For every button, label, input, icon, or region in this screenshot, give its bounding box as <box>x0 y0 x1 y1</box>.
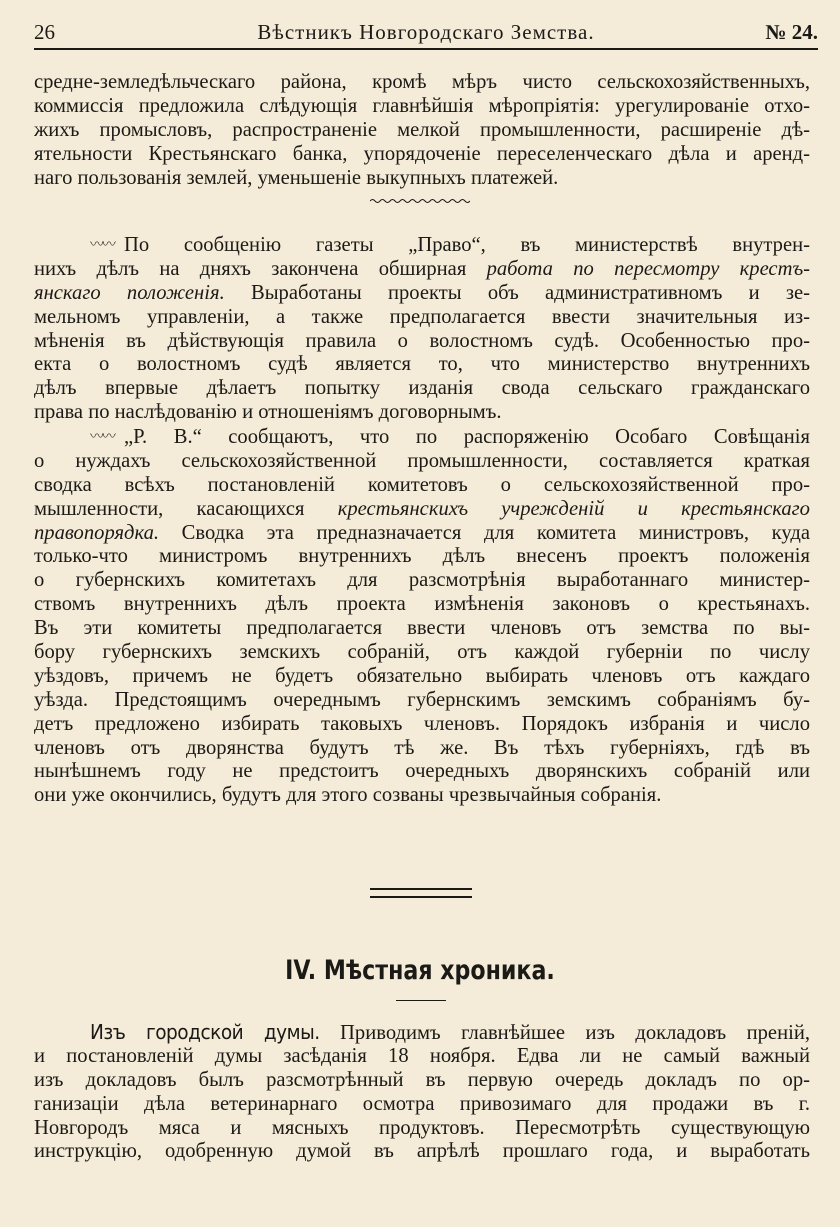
italic-emphasis: янскаго положенія. <box>34 281 225 304</box>
text-line: нынѣшнемъ году не предстоитъ очередныхъ дворянскихъ собраній или <box>34 760 810 783</box>
text-line: мѣненія въ дѣйствующія правила о волостномъ судѣ. Особенностью про- <box>34 329 810 352</box>
wavy-dash-icon: 〰〰 <box>90 238 114 254</box>
text-line: бору губернскихъ земскихъ собраній, отъ каждой губерніи по числу <box>34 641 810 664</box>
text-line: ятельности Крестьянскаго банка, упорядоченіе переселенческаго дѣла и аренд- <box>34 142 810 165</box>
issue-number: № 24. <box>765 20 818 44</box>
text-line: только-что министромъ внутреннихъ дѣлъ внесенъ проектъ положенія <box>34 545 810 568</box>
text-line: инструкцію, одобренную думой въ апрѣлѣ прошлаго года, и выработать <box>34 1140 810 1163</box>
paragraph-pravo-news <box>34 234 810 425</box>
text-line: дѣлъ впервые дѣлаетъ попытку изданія свода сельскаго гражданскаго <box>34 377 810 400</box>
lead-heading: Изъ городской думы. <box>90 1021 320 1044</box>
text-line: уѣздовъ, причемъ не будетъ обязательно выбирать членовъ отъ каждаго <box>34 664 810 687</box>
text-line: сводка всѣхъ постановленій комитетовъ о сельскохозяйственной про- <box>34 473 810 496</box>
text-line: о губернскихъ комитетахъ для разсмотрѣнія выработаннаго министер- <box>34 569 810 592</box>
text-line: о нуждахъ сельскохозяйственной промышленности, составляется краткая <box>34 449 810 472</box>
text-line: правопорядка. Сводка эта предназначается для комитета министровъ, куда <box>34 521 810 544</box>
text-line: Въ эти комитеты предполагается ввести членовъ отъ земства по вы- <box>34 617 810 640</box>
italic-emphasis: работа по пересмотру крестъ- <box>486 257 810 280</box>
text-line: ганизаціи дѣла ветеринарнаго осмотра привозимаго для продажи въ г. <box>34 1092 810 1115</box>
text-line: екта о волостномъ судѣ является то, что министерство внутреннихъ <box>34 353 810 376</box>
italic-emphasis: правопорядка. <box>34 521 160 544</box>
italic-emphasis: крестьянскихъ учрежденій и крестьянскаго <box>337 497 810 520</box>
text-line: 〰〰 „Р. В.“ сообщаютъ, что по распоряженію Особаго Совѣщанія <box>90 426 810 448</box>
text-line: средне-земледѣльческаго района, кромѣ мѣръ чисто сельскохозяйственныхъ, <box>34 71 810 93</box>
text-line: жихъ промысловъ, распространеніе мелкой промышленности, расширеніе дѣ- <box>34 118 810 141</box>
text-line: Изъ городской думы. Приводимъ главнѣйшее изъ докладовъ преній, <box>90 1021 810 1044</box>
text-line: детъ предложено избирать таковыхъ членовъ. Порядокъ избранія и число <box>34 712 810 735</box>
text-line: коммиссія предложила слѣдующія главнѣйшія мѣропріятія: урегулированіе отхо- <box>34 94 810 117</box>
text-line: и постановленій думы засѣданія 18 ноября. Едва ли не самый важный <box>34 1044 810 1067</box>
text-line: наго пользованія землей, уменьшеніе выкупныхъ платежей. <box>34 166 559 189</box>
paragraph-rv-news <box>34 426 810 808</box>
text-line: они уже окончились, будутъ для этого созваны чрезвычайныя собранія. <box>34 784 662 807</box>
text-line: мышленности, касающихся крестьянскихъ учрежденій и крестьянскаго <box>34 497 810 520</box>
text-line: ствомъ внутреннихъ дѣлъ проекта измѣненія законовъ о крестьянахъ. <box>34 593 810 616</box>
wavy-dash-icon: 〰〰 <box>90 430 114 446</box>
journal-title: Вѣстникъ Новгородскаго Земства. <box>257 20 595 44</box>
paragraph-city-duma <box>34 1021 810 1164</box>
text-line: права по наслѣдованію и отношеніямъ договорнымъ. <box>34 401 502 424</box>
text-line: мельномъ управленіи, а также предполагается ввести значительныя из- <box>34 305 810 328</box>
text-line: янскаго положенія. Выработаны проекты объ административномъ и зе- <box>34 281 810 304</box>
text-line: Новгородъ мяса и мясныхъ продуктовъ. Пересмотрѣть существующую <box>34 1116 810 1139</box>
section-divider <box>370 888 472 898</box>
page-header <box>34 18 818 50</box>
text-line: нихъ дѣлъ на дняхъ закончена обширная работа по пересмотру крестъ- <box>34 257 810 280</box>
text-line: изъ докладовъ былъ разсмотрѣнный въ первую очередь докладъ по ор- <box>34 1068 810 1091</box>
text-line: уѣзда. Предстоящимъ очереднымъ губернскимъ земскимъ собраніямъ бу- <box>34 688 810 711</box>
heading-underline <box>396 1000 446 1001</box>
section-heading: IV. Мѣстная хроника. <box>285 955 555 986</box>
wavy-separator <box>370 196 470 206</box>
text-line: 〰〰 По сообщенію газеты „Право“, въ министерствѣ внутрен- <box>90 234 810 256</box>
page-number: 26 <box>34 20 55 44</box>
text-line: членовъ отъ дворянства будутъ тѣ же. Въ тѣхъ губерніяхъ, гдѣ въ <box>34 736 810 759</box>
paragraph-commission-measures <box>34 71 810 190</box>
